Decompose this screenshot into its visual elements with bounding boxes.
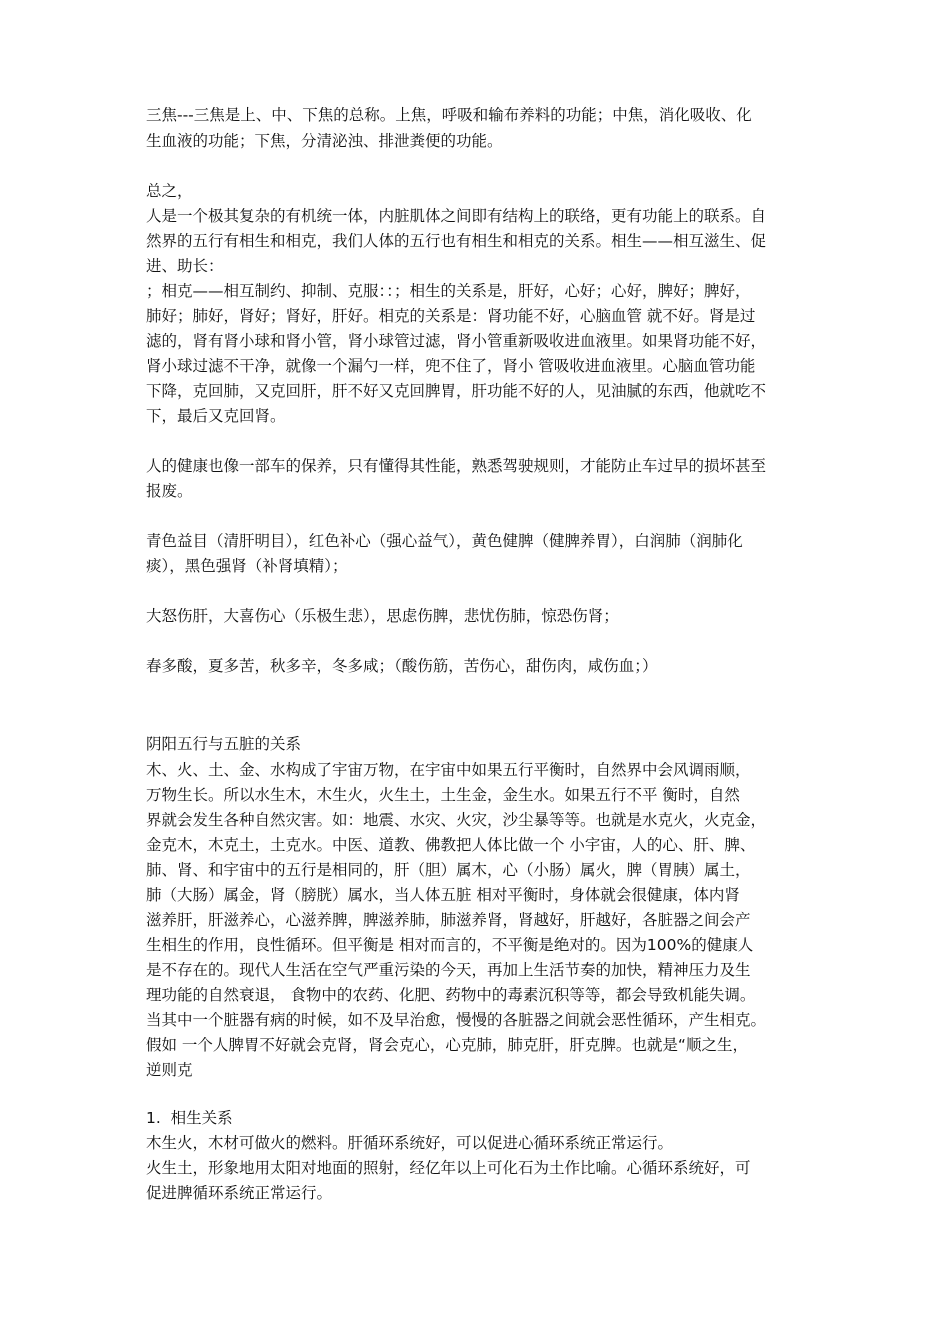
text-line: 假如 一个人脾胃不好就会克肾，肾会克心，心克肺，肺克肝，肝克脾。也就是“顺之生， xyxy=(146,1036,748,1054)
text-line: 春多酸，夏多苦，秋多辛，冬多咸；（酸伤筋，苦伤心，甜伤肉，咸伤血；） xyxy=(146,657,658,675)
text-line: 下降，克回肺，又克回肝，肝不好又克回脾胃，肝功能不好的人，见油腻的东西，他就吃不 xyxy=(146,382,767,400)
text-line: 木、火、土、金、水构成了宇宙万物，在宇宙中如果五行平衡时，自然界中会风调雨顺， xyxy=(146,761,751,779)
text-line: 下，最后又克回肾。 xyxy=(146,407,286,425)
text-line: 进、助长： xyxy=(146,257,224,275)
text-line: 理功能的自然衰退， 食物中的农药、化肥、药物中的毒素沉积等等，都会导致机能失调。 xyxy=(146,986,756,1004)
text-line: 生血液的功能；下焦，分清泌浊、排泄粪便的功能。 xyxy=(146,132,503,150)
text-line: 痰），黑色强肾（补肾填精）； xyxy=(146,557,348,575)
text-line: 大怒伤肝，大喜伤心（乐极生悲），思虑伤脾，悲忧伤肺，惊恐伤肾； xyxy=(146,607,619,625)
text-line: 是不存在的。现代人生活在空气严重污染的今天，再加上生活节奏的加快，精神压力及生 xyxy=(146,961,751,979)
text-line: 火生土，形象地用太阳对地面的照射，经亿年以上可化石为土作比喻。心循环系统好，可 xyxy=(146,1159,751,1177)
text-line: 人的健康也像一部车的保养，只有懂得其性能，熟悉驾驶规则，才能防止车过早的损坏甚至 xyxy=(146,457,767,475)
text-line: 肾小球过滤不干净，就像一个漏勺一样，兜不住了，肾小 管吸收进血液里。心脑血管功能 xyxy=(146,357,756,375)
text-line: 界就会发生各种自然灾害。如：地震、水灾、火灾，沙尘暴等等。也就是水克火，火克金， xyxy=(146,811,767,829)
text-line: 肺好；肺好，肾好；肾好，肝好。相克的关系是：肾功能不好，心脑血管 就不好。肾是过 xyxy=(146,307,756,325)
text-line: 促进脾循环系统正常运行。 xyxy=(146,1184,333,1202)
text-line: 金克木，木克土，土克水。中医、道教、佛教把人体比做一个 小宇宙，人的心、肝、脾、 xyxy=(146,836,756,854)
text-line: 当其中一个脏器有病的时候，如不及早治愈，慢慢的各脏器之间就会恶性循环，产生相克。 xyxy=(146,1011,767,1029)
text-line: 滤的，肾有肾小球和肾小管，肾小球管过滤，肾小管重新吸收进血液里。如果肾功能不好， xyxy=(146,332,767,350)
text-line: 总之， xyxy=(146,182,193,200)
text-line: 肺（大肠）属金，肾（膀胱）属水，当人体五脏 相对平衡时，身体就会很健康，体内肾 xyxy=(146,886,740,904)
text-line: 木生火，木材可做火的燃料。肝循环系统好，可以促进心循环系统正常运行。 xyxy=(146,1134,674,1152)
text-line: 青色益目（清肝明目），红色补心（强心益气），黄色健脾（健脾养胃），白润肺（润肺化 xyxy=(146,532,743,550)
section-heading: 阴阳五行与五脏的关系 xyxy=(146,735,302,753)
text-line: 滋养肝，肝滋养心，心滋养脾，脾滋养肺，肺滋养肾，肾越好，肝越好，各脏器之间会产 xyxy=(146,911,751,929)
text-line: 肺、肾、和宇宙中的五行是相同的，肝（胆）属木，心（小肠）属火，脾（胃胰）属土， xyxy=(146,861,751,879)
section-heading: 1. 相生关系 xyxy=(146,1109,233,1127)
text-line: 三焦---三焦是上、中、下焦的总称。上焦，呼吸和输布养料的功能；中焦，消化吸收、化 xyxy=(146,106,752,124)
text-line: 万物生长。所以水生木，木生火，火生土，土生金，金生水。如果五行不平 衡时，自然 xyxy=(146,786,740,804)
text-line: ；相克——相互制约、抑制、克服：：；相生的关系是，肝好，心好；心好，脾好；脾好， xyxy=(146,282,751,300)
text-line: 生相生的作用，良性循环。但平衡是 相对而言的，不平衡是绝对的。因为100%的健康人 xyxy=(146,936,754,954)
text-line: 人是一个极其复杂的有机统一体，内脏肌体之间即有结构上的联络，更有功能上的联系。自 xyxy=(146,207,767,225)
text-line: 报废。 xyxy=(146,482,193,500)
text-line: 逆则克 xyxy=(146,1061,193,1079)
text-line: 然界的五行有相生和相克，我们人体的五行也有相生和相克的关系。相生——相互滋生、促 xyxy=(146,232,767,250)
